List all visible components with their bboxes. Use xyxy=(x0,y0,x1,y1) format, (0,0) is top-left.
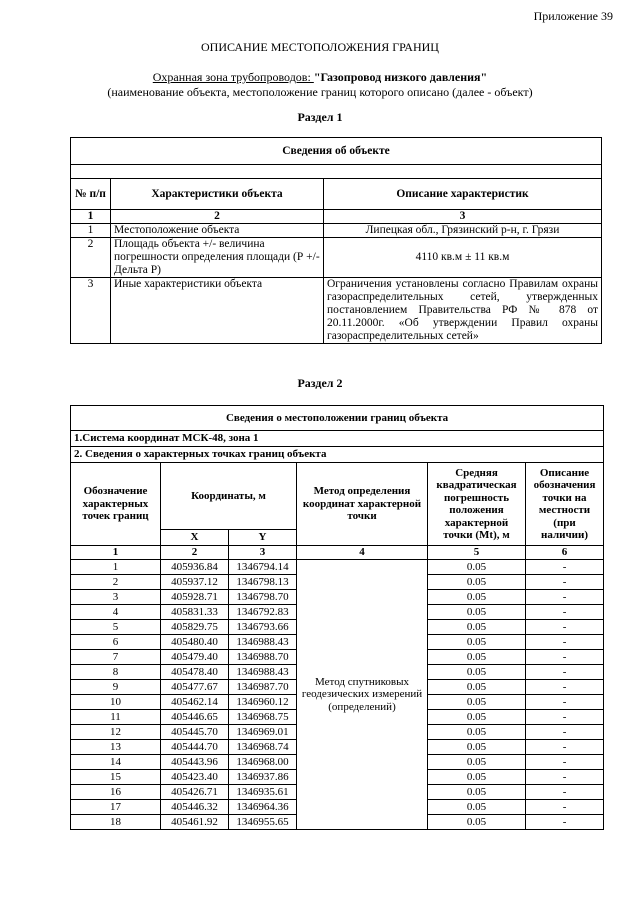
col-designation-header: Обозначение характерных точек границ xyxy=(71,463,161,546)
col-num-header: № п/п xyxy=(71,179,111,210)
col-description-header: Описание характеристик xyxy=(324,179,602,210)
col-number: 3 xyxy=(324,210,602,224)
point-number: 4 xyxy=(71,605,161,620)
point-error: 0.05 xyxy=(428,605,526,620)
col-point-description-header: Описание обозначения точки на местности (при наличии) xyxy=(526,463,604,546)
row-number: 1 xyxy=(71,224,111,238)
col-number: 6 xyxy=(526,546,604,560)
point-x: 405461.92 xyxy=(161,815,229,830)
point-x: 405936.84 xyxy=(161,560,229,575)
point-error: 0.05 xyxy=(428,755,526,770)
point-y: 1346987.70 xyxy=(229,680,297,695)
point-number: 15 xyxy=(71,770,161,785)
point-number: 6 xyxy=(71,635,161,650)
point-description: - xyxy=(526,740,604,755)
point-error: 0.05 xyxy=(428,590,526,605)
row-description: Липецкая обл., Грязинский р-н, г. Грязи xyxy=(324,224,602,238)
point-number: 10 xyxy=(71,695,161,710)
point-x: 405480.40 xyxy=(161,635,229,650)
point-error: 0.05 xyxy=(428,575,526,590)
point-y: 1346794.14 xyxy=(229,560,297,575)
row-number: 3 xyxy=(71,278,111,344)
col-number: 1 xyxy=(71,210,111,224)
col-number: 3 xyxy=(229,546,297,560)
table-row xyxy=(71,238,602,278)
point-y: 1346955.65 xyxy=(229,815,297,830)
point-number: 18 xyxy=(71,815,161,830)
col-number: 2 xyxy=(161,546,229,560)
point-y: 1346798.70 xyxy=(229,590,297,605)
point-number: 1 xyxy=(71,560,161,575)
point-error: 0.05 xyxy=(428,695,526,710)
point-x: 405829.75 xyxy=(161,620,229,635)
point-y: 1346792.83 xyxy=(229,605,297,620)
point-y: 1346988.43 xyxy=(229,635,297,650)
point-description: - xyxy=(526,635,604,650)
point-number: 14 xyxy=(71,755,161,770)
section-1-label: Раздел 1 xyxy=(297,110,343,124)
point-description: - xyxy=(526,680,604,695)
section-2-label: Раздел 2 xyxy=(297,376,343,390)
point-number: 3 xyxy=(71,590,161,605)
document-title: ОПИСАНИЕ МЕСТОПОЛОЖЕНИЯ ГРАНИЦ xyxy=(201,40,439,54)
point-y: 1346793.66 xyxy=(229,620,297,635)
table-row xyxy=(71,224,602,238)
boundary-points-table xyxy=(70,405,604,830)
point-description: - xyxy=(526,755,604,770)
point-y: 1346968.75 xyxy=(229,710,297,725)
object-subject xyxy=(0,70,640,85)
row-description: 4110 кв.м ± 11 кв.м xyxy=(324,238,602,278)
point-description: - xyxy=(526,590,604,605)
point-error: 0.05 xyxy=(428,665,526,680)
point-description: - xyxy=(526,650,604,665)
point-error: 0.05 xyxy=(428,620,526,635)
point-x: 405444.70 xyxy=(161,740,229,755)
point-x: 405446.65 xyxy=(161,710,229,725)
col-number: 4 xyxy=(297,546,428,560)
row-characteristic: Иные характеристики объекта xyxy=(111,278,324,344)
point-error: 0.05 xyxy=(428,560,526,575)
point-y: 1346937.86 xyxy=(229,770,297,785)
point-description: - xyxy=(526,575,604,590)
point-error: 0.05 xyxy=(428,680,526,695)
point-error: 0.05 xyxy=(428,800,526,815)
point-error: 0.05 xyxy=(428,710,526,725)
point-error: 0.05 xyxy=(428,770,526,785)
col-number: 1 xyxy=(71,546,161,560)
row-characteristic: Местоположение объекта xyxy=(111,224,324,238)
point-error: 0.05 xyxy=(428,740,526,755)
row-characteristic: Площадь объекта +/- величина погрешности определения площади (Р +/- Дельта Р) xyxy=(111,238,324,278)
point-number: 5 xyxy=(71,620,161,635)
point-number: 2 xyxy=(71,575,161,590)
coordinate-system: 1.Система координат МСК-48, зона 1 xyxy=(71,431,604,447)
col-characteristic-header: Характеристики объекта xyxy=(111,179,324,210)
point-number: 9 xyxy=(71,680,161,695)
col-error-header: Средняя квадратическая погрешность положения характерной точки (Mt), м xyxy=(428,463,526,546)
col-number: 5 xyxy=(428,546,526,560)
object-note: (наименование объекта, местоположение границ которого описано (далее - объект) xyxy=(107,85,533,99)
col-x-header: X xyxy=(161,530,229,546)
appendix-label: Приложение 39 xyxy=(533,9,613,23)
col-coords-header: Координаты, м xyxy=(161,463,297,530)
point-y: 1346935.61 xyxy=(229,785,297,800)
point-error: 0.05 xyxy=(428,815,526,830)
point-number: 12 xyxy=(71,725,161,740)
boundary-table-title: Сведения о местоположении границ объекта xyxy=(71,406,604,431)
point-number: 8 xyxy=(71,665,161,680)
point-description: - xyxy=(526,800,604,815)
point-description: - xyxy=(526,785,604,800)
method-cell: Метод спутниковых геодезических измерений (определений) xyxy=(297,560,428,830)
point-number: 17 xyxy=(71,800,161,815)
point-error: 0.05 xyxy=(428,650,526,665)
subject-prefix: Охранная зона трубопроводов: xyxy=(152,70,314,84)
point-x: 405928.71 xyxy=(161,590,229,605)
point-x: 405478.40 xyxy=(161,665,229,680)
point-y: 1346964.36 xyxy=(229,800,297,815)
point-error: 0.05 xyxy=(428,635,526,650)
point-description: - xyxy=(526,695,604,710)
point-x: 405479.40 xyxy=(161,650,229,665)
point-number: 7 xyxy=(71,650,161,665)
point-y: 1346988.43 xyxy=(229,665,297,680)
point-y: 1346969.01 xyxy=(229,725,297,740)
point-x: 405426.71 xyxy=(161,785,229,800)
col-method-header: Метод определения координат характерной точки xyxy=(297,463,428,546)
point-x: 405477.67 xyxy=(161,680,229,695)
point-description: - xyxy=(526,710,604,725)
point-x: 405446.32 xyxy=(161,800,229,815)
point-description: - xyxy=(526,770,604,785)
subject-name: "Газопровод низкого давления" xyxy=(313,70,488,84)
object-info-title: Сведения об объекте xyxy=(71,138,602,165)
points-section-title: 2. Сведения о характерных точках границ объекта xyxy=(71,447,604,463)
point-x: 405423.40 xyxy=(161,770,229,785)
point-number: 13 xyxy=(71,740,161,755)
table-row xyxy=(71,278,602,344)
point-x: 405445.70 xyxy=(161,725,229,740)
point-error: 0.05 xyxy=(428,725,526,740)
point-y: 1346960.12 xyxy=(229,695,297,710)
table-row xyxy=(71,560,604,575)
point-y: 1346968.74 xyxy=(229,740,297,755)
point-y: 1346968.00 xyxy=(229,755,297,770)
point-description: - xyxy=(526,560,604,575)
point-y: 1346798.13 xyxy=(229,575,297,590)
point-description: - xyxy=(526,725,604,740)
point-number: 11 xyxy=(71,710,161,725)
point-description: - xyxy=(526,605,604,620)
point-description: - xyxy=(526,620,604,635)
point-description: - xyxy=(526,665,604,680)
point-error: 0.05 xyxy=(428,785,526,800)
col-y-header: Y xyxy=(229,530,297,546)
row-number: 2 xyxy=(71,238,111,278)
point-x: 405462.14 xyxy=(161,695,229,710)
point-x: 405443.96 xyxy=(161,755,229,770)
point-x: 405937.12 xyxy=(161,575,229,590)
point-description: - xyxy=(526,815,604,830)
point-x: 405831.33 xyxy=(161,605,229,620)
row-description: Ограничения установлены согласно Правилам охраны газораспределительных сетей, утвержденных постановлением Правительства РФ № 878 от 20.11.2000г. «Об утверждении Правил охраны газораспределительных сетей» xyxy=(324,278,602,344)
col-number: 2 xyxy=(111,210,324,224)
object-info-table xyxy=(70,137,602,344)
point-rows xyxy=(71,560,604,830)
point-number: 16 xyxy=(71,785,161,800)
point-y: 1346988.70 xyxy=(229,650,297,665)
blank-row xyxy=(71,165,602,179)
